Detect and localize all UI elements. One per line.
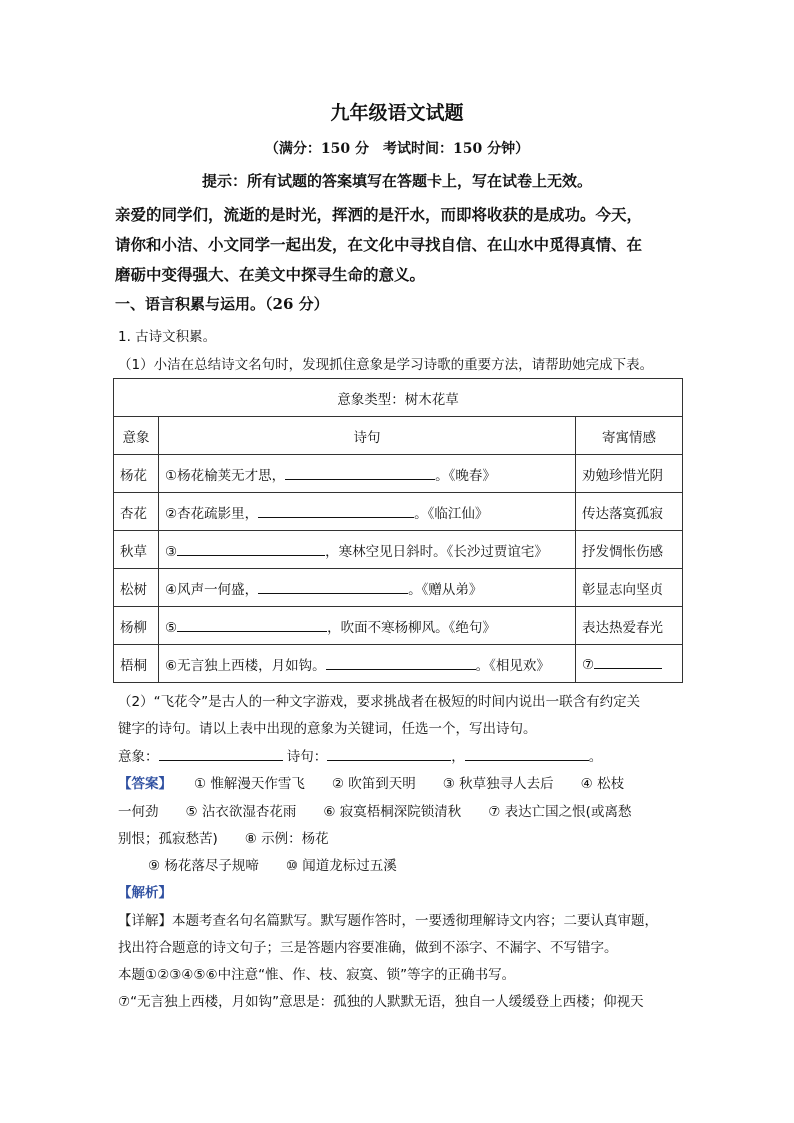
emotion-cell: 抒发惆怅伤感	[576, 531, 683, 569]
intro-line: 磨砺中变得强大、在美文中探寻生命的意义。	[115, 265, 426, 284]
emotion-cell: 传达落寞孤寂	[576, 493, 683, 531]
image-cell: 杨花	[114, 455, 159, 493]
analysis-label: 【解析】	[118, 885, 172, 901]
image-blank[interactable]	[159, 746, 283, 761]
table-header: 意象	[114, 417, 159, 455]
answer-label: 【答案】	[118, 776, 172, 792]
verse-cell: ④风声一何盛， 。《赠从弟》	[159, 569, 576, 607]
emotion-cell: 彰显志向坚贞	[576, 569, 683, 607]
verse-cell: ③ ，寒林空见日斜时。《长沙过贾谊宅》	[159, 531, 576, 569]
emotion-cell: 劝勉珍惜光阴	[576, 455, 683, 493]
question-title: 1. 古诗文积累。	[118, 329, 217, 345]
table-row	[114, 493, 683, 531]
answer-line: 一何劲 ⑤ 沾衣欲湿杏花雨 ⑥ 寂寞梧桐深院锁清秋 ⑦ 表达亡国之恨(或离愁	[118, 804, 632, 820]
answer-blank[interactable]	[258, 503, 414, 518]
tip-line: 提示：所有试题的答案填写在答题卡上，写在试卷上无效。	[201, 172, 592, 190]
answer-blank[interactable]	[326, 655, 476, 670]
table-row	[114, 569, 683, 607]
analysis-line: 找出符合题意的诗文句子；三是答题内容要准确，做到不添字、不漏字、不写错字。	[118, 940, 618, 956]
image-cell: 梧桐	[114, 645, 159, 683]
answer-blank[interactable]	[177, 541, 325, 556]
image-cell: 松树	[114, 569, 159, 607]
table-row	[114, 455, 683, 493]
answer-line: 【答案】 ① 惟解漫天作雪飞 ② 吹笛到天明 ③ 秋草独寻人去后 ④ 松枝	[118, 776, 625, 792]
emotion-cell: ⑦	[576, 645, 683, 683]
verse-cell: ⑤ ，吹面不寒杨柳风。《绝句》	[159, 607, 576, 645]
verse-cell: ①杨花榆荚无才思， 。《晚春》	[159, 455, 576, 493]
table-header: 诗句	[159, 417, 576, 455]
verse-blank[interactable]	[327, 746, 451, 761]
answer-line: ⑨ 杨花落尽子规啼 ⑩ 闻道龙标过五溪	[148, 858, 397, 874]
question-part1: （1）小洁在总结诗文名句时，发现抓住意象是学习诗歌的重要方法，请帮助她完成下表。	[118, 357, 654, 373]
analysis-line: 本题①②③④⑤⑥中注意“惟、作、枝、寂寞、锁”等字的正确书写。	[118, 967, 516, 983]
image-cell: 杏花	[114, 493, 159, 531]
answer-blank[interactable]	[177, 617, 327, 632]
table-row	[114, 531, 683, 569]
analysis-line: 【详解】本题考查名句名篇默写。默写题作答时，一要透彻理解诗文内容；二要认真审题，	[118, 913, 658, 929]
table-row	[114, 645, 683, 683]
verse-cell: ⑥无言独上西楼，月如钩。 。《相见欢》	[159, 645, 576, 683]
verse-cell: ②杏花疏影里， 。《临江仙》	[159, 493, 576, 531]
question-part2: 键字的诗句。请以上表中出现的意象为关键词，任选一个，写出诗句。	[118, 721, 537, 737]
section-title: 一、语言积累与运用。（26 分）	[115, 295, 329, 313]
emotion-cell: 表达热爱春光	[576, 607, 683, 645]
table-caption: 意象类型：树木花草	[114, 379, 683, 417]
analysis-line: ⑦“无言独上西楼，月如钩”意思是：孤独的人默默无语，独自一人缓缓登上西楼；仰视天	[118, 994, 644, 1010]
fill-line: 意象： 诗句： ， 。	[118, 745, 602, 765]
answer-blank[interactable]	[594, 654, 662, 669]
answer-line: 别恨；孤寂愁苦) ⑧ 示例：杨花	[118, 831, 329, 847]
intro-line: 请你和小洁、小文同学一起出发，在文化中寻找自信、在山水中觅得真情、在	[115, 235, 643, 254]
image-cell: 秋草	[114, 531, 159, 569]
score-time-info: （满分：150 分 考试时间：150 分钟）	[264, 141, 530, 157]
page-title: 九年级语文试题	[330, 102, 464, 124]
question-part2: （2）“飞花令”是古人的一种文字游戏，要求挑战者在极短的时间内说出一联含有约定关	[118, 694, 641, 710]
answer-blank[interactable]	[285, 465, 435, 480]
table-header: 寄寓情感	[576, 417, 683, 455]
answer-blank[interactable]	[258, 579, 408, 594]
image-cell: 杨柳	[114, 607, 159, 645]
table-row	[114, 607, 683, 645]
intro-line: 亲爱的同学们，流逝的是时光，挥洒的是汗水，而即将收获的是成功。今天，	[115, 205, 643, 224]
poem-table	[113, 378, 683, 683]
verse-blank[interactable]	[465, 746, 589, 761]
